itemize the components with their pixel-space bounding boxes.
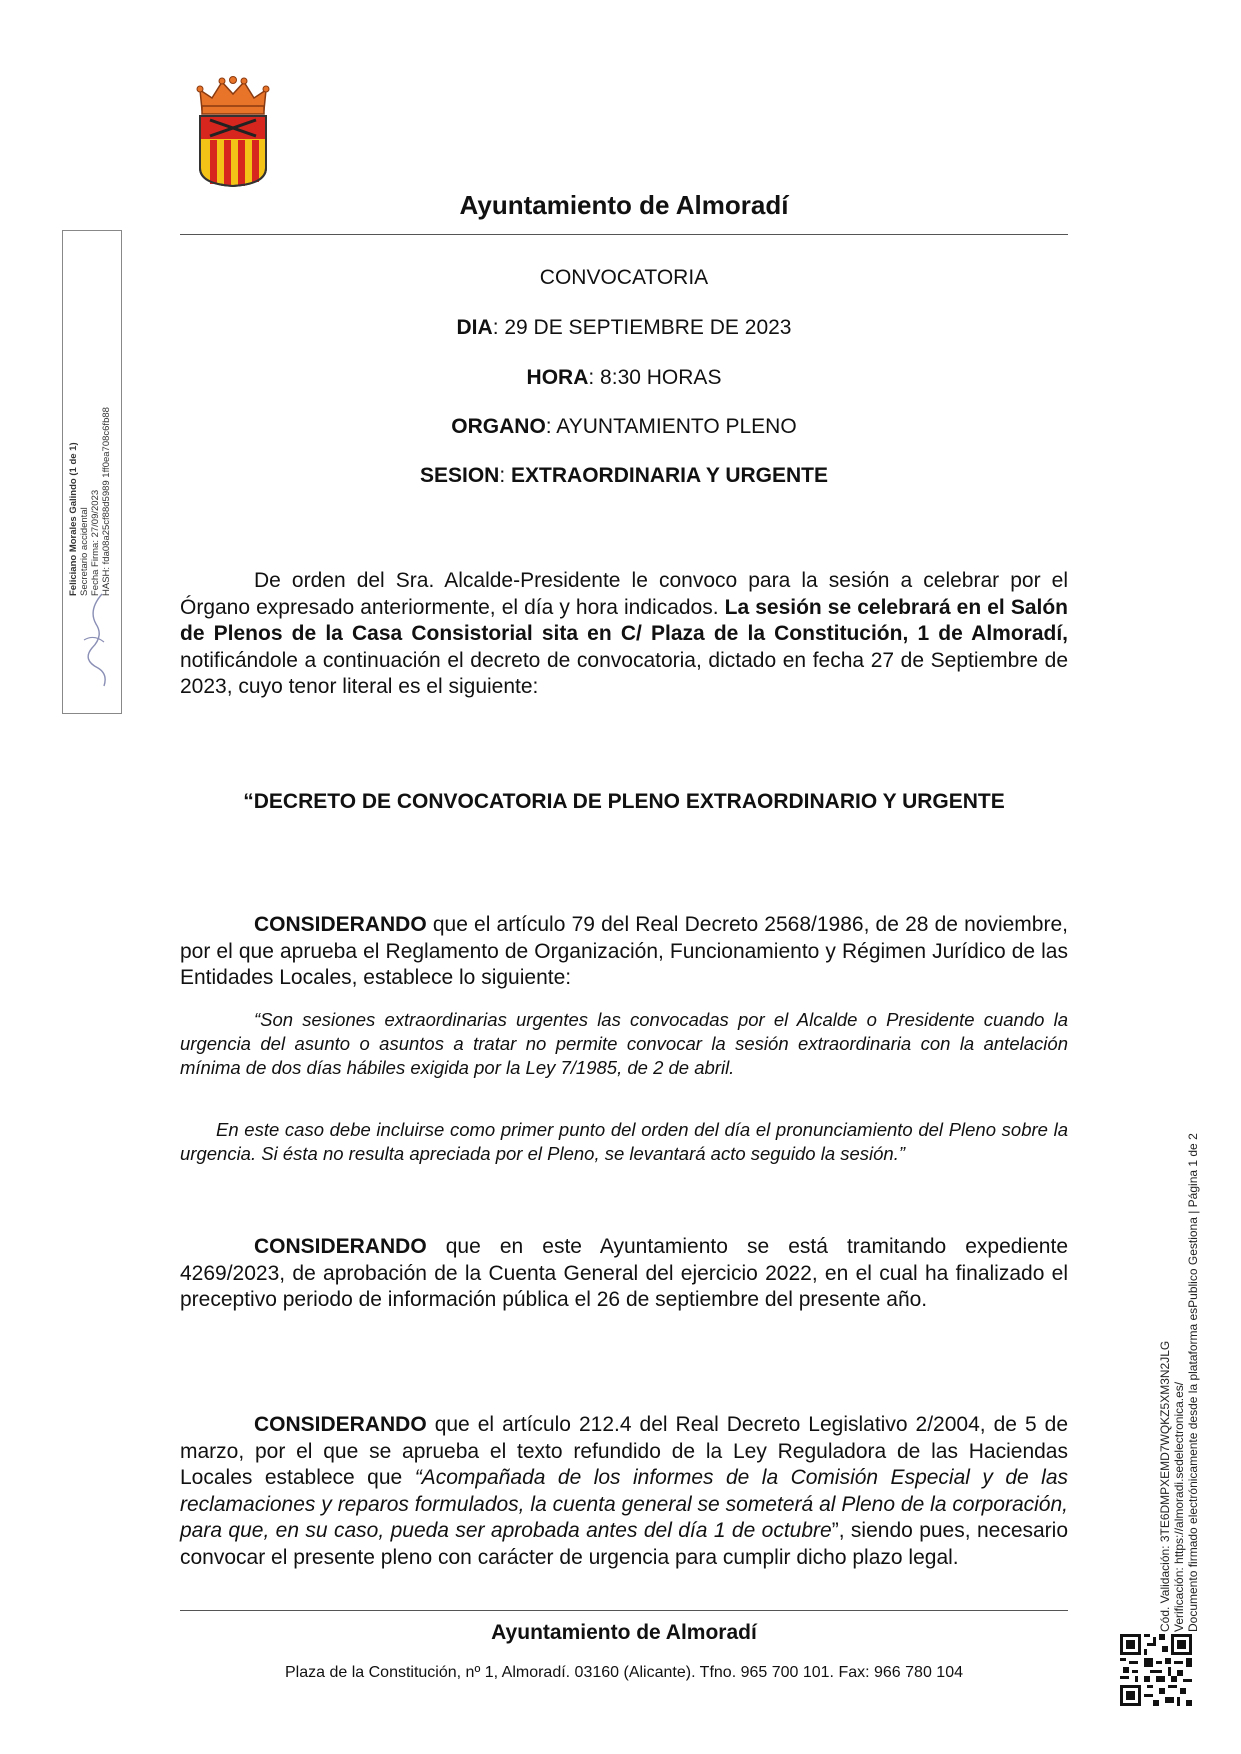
page-header-title: Ayuntamiento de Almoradí	[459, 190, 789, 220]
intro-text-2: notificándole a continuación el decreto de convocatoria, dictado en fecha 27 de Septiembre de 2023, cuyo tenor literal es el siguiente:	[180, 648, 1068, 698]
considerando-paragraph-1	[180, 912, 1068, 992]
header-divider	[180, 234, 1068, 235]
quoted-article-2: En este caso debe incluirse como primer punto del orden del día el pronunciamiento del Pleno sobre la urgencia. Si ésta no resulta apreciada por el Pleno, se levantará acto seguido la sesión.”	[180, 1119, 1068, 1164]
signature-date: Fecha Firma: 27/09/2023	[90, 489, 101, 596]
considerando-paragraph-2	[180, 1234, 1068, 1314]
quoted-article-1: “Son sesiones extraordinarias urgentes las convocadas por el Alcalde o Presidente cuando la urgencia del asunto o asuntos a tratar no permite convocar la sesión extraordinaria con la antelación mínima de dos días hábiles exigida por la Ley 7/1985, de 2 de abril.	[180, 1009, 1068, 1078]
signature-stamp-text	[68, 407, 112, 596]
verification-platform: Documento firmado electrónicamente desde la plataforma esPublico Gestiona | Página 1 de 2	[1186, 1133, 1200, 1632]
decree-title: “DECRETO DE CONVOCATORIA DE PLENO EXTRAORDINARIO Y URGENTE	[243, 790, 1005, 813]
sesion-sep: :	[499, 464, 512, 487]
handwritten-signature-icon	[74, 590, 118, 690]
considerando-3-text-1: que el artículo 212.4 del Real Decreto Legislativo 2/2004, de 5 de marzo, por el que se aprueba el texto refundido de la Ley Reguladora de las Haciendas Locales establece que	[180, 1413, 1068, 1489]
coat-of-arms-logo	[196, 76, 270, 188]
signer-role: Secretario accidental	[79, 507, 90, 596]
considerando-2-text: que en este Ayuntamiento se está tramitando expediente 4269/2023, de aprobación de la Cuenta General del ejercicio 2022, en el cual ha finalizado el preceptivo periodo de información pública el 26 de septiembre del presente año.	[180, 1235, 1068, 1311]
considerando-3-quote: “Acompañada de los informes de la Comisión Especial y de las reclamaciones y reparos formulados, la cuenta general se someterá al Pleno de la corporación, para que, en su caso, pueda ser aprobada antes del día 1 de octubre	[180, 1466, 1068, 1542]
dia-value: : 29 DE SEPTIEMBRE DE 2023	[492, 316, 792, 339]
considerando-1-text: que el artículo 79 del Real Decreto 2568/1986, de 28 de noviembre, por el que aprueba el Reglamento de Organización, Funcionamiento y Régimen Jurídico de las Entidades Locales, establece lo siguiente:	[180, 913, 1068, 989]
hora-value: : 8:30 HORAS	[588, 366, 722, 389]
intro-text-1: De orden del Sra. Alcalde-Presidente le convoco para la sesión a celebrar por el Órgano expresado anteriormente, el día y hora indicados.	[180, 569, 1068, 619]
sesion-line	[180, 464, 1068, 488]
dia-line	[180, 316, 1068, 340]
qr-code-icon	[1120, 1634, 1192, 1706]
signature-hash: HASH: fda08a25cf88d5989 1ff0ea708c6fb88	[101, 407, 112, 596]
convocatoria-title: CONVOCATORIA	[539, 266, 709, 289]
verification-text	[1158, 1133, 1200, 1632]
signer-name: Feliciano Morales Galindo (1 de 1)	[68, 442, 79, 596]
organo-line	[180, 415, 1068, 439]
sesion-label: SESION	[419, 464, 500, 487]
organo-value: : AYUNTAMIENTO PLENO	[545, 415, 797, 438]
footer-address: Plaza de la Constitución, nº 1, Almoradí. 03160 (Alicante). Tfno. 965 700 101. Fax: 966 780 104	[285, 1664, 963, 1681]
hora-label: HORA	[526, 366, 589, 389]
considerando-3-label: CONSIDERANDO	[254, 1413, 427, 1436]
footer-divider	[180, 1610, 1068, 1611]
verification-code: Cód. Validación: 3TE6DMPXEMD7WQKZ5XM3N2JLG	[1158, 1340, 1172, 1632]
hora-line	[180, 366, 1068, 390]
intro-paragraph	[180, 568, 1068, 701]
dia-label: DIA	[456, 316, 493, 339]
sesion-value: EXTRAORDINARIA Y URGENTE	[511, 464, 828, 487]
organo-label: ORGANO	[451, 415, 546, 438]
considerando-paragraph-3	[180, 1412, 1068, 1571]
verification-url[interactable]: Verificación: https://almoradi.sedelectronica.es/	[1172, 1381, 1186, 1632]
footer-title: Ayuntamiento de Almoradí	[491, 1621, 757, 1644]
intro-text-bold: La sesión se celebrará en el Salón de Plenos de la Casa Consistorial sita en C/ Plaza de la Constitución, 1 de Almoradí,	[180, 595, 1068, 645]
considerando-2-label: CONSIDERANDO	[254, 1235, 427, 1258]
considerando-1-label: CONSIDERANDO	[254, 913, 427, 936]
considerando-3-text-2: ”, siendo pues, necesario convocar el presente pleno con carácter de urgencia para cumplir dicho plazo legal.	[180, 1519, 1069, 1569]
